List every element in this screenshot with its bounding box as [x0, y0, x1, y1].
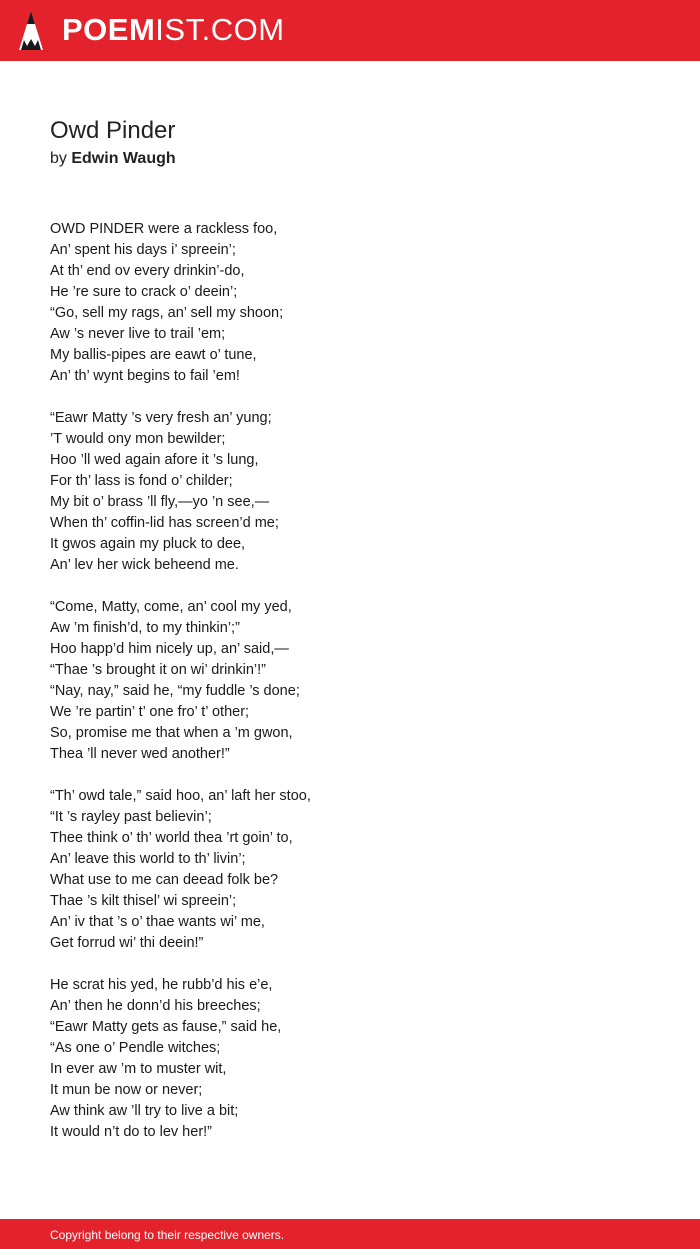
logo-light-text: IST.COM — [155, 12, 285, 47]
poem-line: It mun be now or never; — [50, 1082, 203, 1098]
stanza — [50, 597, 670, 765]
poem-line: “Eawr Matty ’s very fresh an’ yung; — [50, 410, 272, 426]
poem-line: An’ iv that ’s o’ thae wants wi’ me, — [50, 914, 265, 930]
poem-line: He scrat his yed, he rubb’d his e’e, — [50, 977, 273, 993]
poem-line: For th’ lass is fond o’ childer; — [50, 473, 233, 489]
stanza — [50, 975, 670, 1143]
poem-line: So, promise me that when a ’m gwon, — [50, 725, 293, 741]
poem-line: An’ th’ wynt begins to fail ’em! — [50, 368, 240, 384]
poem-line: When th’ coffin-lid has screen’d me; — [50, 515, 279, 531]
poem-line: He ’re sure to crack o’ deein’; — [50, 284, 238, 300]
byline — [50, 148, 176, 170]
poem-line: An’ spent his days i’ spreein’; — [50, 242, 236, 258]
poem-line: Thee think o’ th’ world thea ’rt goin’ to, — [50, 830, 293, 846]
author-name: Edwin Waugh — [71, 150, 176, 167]
poem-line: “As one o’ Pendle witches; — [50, 1040, 221, 1056]
poem-line: “Go, sell my rags, an’ sell my shoon; — [50, 305, 284, 321]
byline-prefix: by — [50, 150, 67, 167]
poem-line: At th’ end ov every drinkin’-do, — [50, 263, 245, 279]
poem-line: Aw think aw ’ll try to live a bit; — [50, 1103, 239, 1119]
stanza — [50, 219, 670, 387]
poem-line: What use to me can deead folk be? — [50, 872, 279, 888]
poem-line: An’ then he donn’d his breeches; — [50, 998, 261, 1014]
poem-line: “Th’ owd tale,” said hoo, an’ laft her stoo, — [50, 788, 311, 804]
poem-line: Aw ’m finish’d, to my thinkin’;” — [50, 620, 240, 636]
poem-line: We ’re partin’ t’ one fro’ t’ other; — [50, 704, 250, 720]
poem-body — [50, 219, 670, 1164]
pencil-icon — [18, 10, 44, 52]
poem-line: “It ’s rayley past believin’; — [50, 809, 212, 825]
copyright-notice: Copyright belong to their respective owners. — [50, 1228, 285, 1242]
poem-line: An’ leave this world to th’ livin’; — [50, 851, 246, 867]
poem-line: Hoo happ’d him nicely up, an’ said,— — [50, 641, 289, 657]
poem-line: It gwos again my pluck to dee, — [50, 536, 246, 552]
top-bar — [0, 0, 700, 61]
stanza — [50, 786, 670, 954]
poem-title: Owd Pinder — [50, 117, 176, 144]
stanza — [50, 408, 670, 576]
poem-line: “Thae ’s brought it on wi’ drinkin’!” — [50, 662, 266, 678]
poem-line: Thae ’s kilt thisel’ wi spreein’; — [50, 893, 237, 909]
poem-line: My bit o’ brass ’ll fly,—yo ’n see,— — [50, 494, 270, 510]
poem-line: OWD PINDER were a rackless foo, — [50, 221, 278, 237]
logo-bold-text: POEM — [62, 12, 156, 47]
poem-line: ’T would ony mon bewilder; — [50, 431, 226, 447]
poem-line: “Come, Matty, come, an’ cool my yed, — [50, 599, 292, 615]
poem-line: Hoo ’ll wed again afore it ’s lung, — [50, 452, 259, 468]
poem-line: Aw ’s never live to trail ’em; — [50, 326, 226, 342]
site-logo[interactable] — [62, 12, 285, 48]
poem-line: My ballis-pipes are eawt o’ tune, — [50, 347, 257, 363]
footer-bar — [0, 1219, 700, 1249]
poem-line: In ever aw ’m to muster wit, — [50, 1061, 227, 1077]
poem-line: An’ lev her wick beheend me. — [50, 557, 239, 573]
poem-line: It would n’t do to lev her!” — [50, 1124, 212, 1140]
poem-line: “Eawr Matty gets as fause,” said he, — [50, 1019, 282, 1035]
poem-line: Get forrud wi’ thi deein!” — [50, 935, 204, 951]
poem-line: “Nay, nay,” said he, “my fuddle ’s done; — [50, 683, 300, 699]
poem-line: Thea ’ll never wed another!” — [50, 746, 230, 762]
